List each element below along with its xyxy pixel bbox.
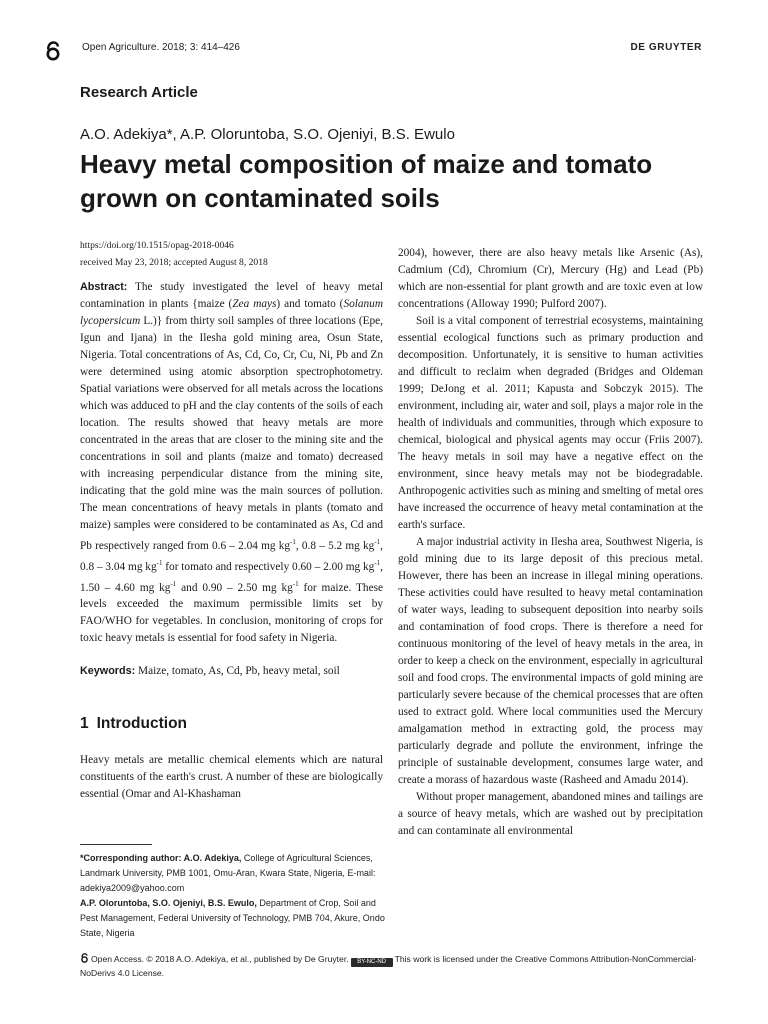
article-title: Heavy metal composition of maize and tomato grown on contaminated soils xyxy=(80,149,653,213)
abstract-text: for tomato and respectively 0.60 – 2.00 mg kg xyxy=(162,560,375,573)
footnote-divider xyxy=(80,844,152,845)
cc-license-badge-icon[interactable]: BY-NC-ND xyxy=(351,958,393,967)
section-heading-introduction xyxy=(80,714,383,734)
corresponding-author-label: *Corresponding author: A.O. Adekiya, xyxy=(80,853,242,863)
doi-link[interactable]: https://doi.org/10.1515/opag-2018-0046 xyxy=(80,240,234,251)
corresponding-author-affiliation: College of Agricultural Sciences, Landmark University, PMB 1001, Omu-Aran, Kwara State, Nigeria, E-mail: adekiya2009@yahoo.com xyxy=(80,853,376,893)
right-column xyxy=(398,245,703,840)
abstract xyxy=(80,279,383,647)
license-text: Open Access. © 2018 A.O. Adekiya, et al., published by De Gruyter. xyxy=(91,954,349,964)
keywords-text: Maize, tomato, As, Cd, Pb, heavy metal, soil xyxy=(135,665,340,678)
unit-superscript: -1 xyxy=(292,579,299,588)
unit-superscript: -1 xyxy=(290,538,296,546)
intro-paragraph: Heavy metals are metallic chemical elements which are natural constituents of the earth's crust. A number of these are biologically essential (Omar and Al-Khashaman xyxy=(80,754,383,801)
unit-superscript: -1 xyxy=(170,579,177,588)
abstract-text: L.)} from thirty soil samples of three locations (Epe, Igun and Ijana) in the Ilesha gold mining area, Osun State, Nigeria. Total concentrations of As, Cd, Co, Cr, Cu, Ni, Pb and Zn were determined using atomic absorption spectrophotometry. Spatial variations were observed for all metals across the locations which was adduced to pH and the clay contents of the soils of each location. The results showed that heavy metals are more concentrated in the areas that are closer to the mining site and the concentrations in soil and plants (maize and tomato) decreased with increasing perpendicular distance from the mining site, indicating that the gold mine was the main sources of pollution. The mean concentrations of heavy metals in plants (tomato and maize) samples were considered to be contaminated as As, Cd and Pb respectively ranged from 0.6 – 2.04 mg kg xyxy=(80,315,383,552)
section-number: 1 xyxy=(80,715,89,733)
body-paragraph: Soil is a vital component of terrestrial ecosystems, maintaining essential ecological functions such as primary production and decomposition. Unfortunately, it is sensitive to human activities and difficult to reclaim when degraded (Bridges and Oldeman 1999; DeJong et al. 2011; Kapusta and Sobczyk 2015). The environment, including air, water and soil, plays a major role in the health of individuals and communities, through which exposure to chemical, biological and physical agents may occur (Friis 2007). The heavy metals in soil may have a negative effect on the environment, since heavy metals may not be biodegradable. Anthropogenic activities such as mining and smelting of metal ores have increased the occurrence of heavy metal contamination at the earth's surface. xyxy=(398,315,703,531)
body-paragraph: Without proper management, abandoned mines and tailings are a source of heavy metals, which are washed out by precipitation and can contaminate all environmental xyxy=(398,791,703,837)
unit-superscript: -1 xyxy=(374,558,381,567)
abstract-text: , 0.8 – 5.2 mg kg xyxy=(295,539,375,552)
article-type: Research Article xyxy=(80,84,198,101)
abstract-text: for maize. These levels exceeded the maximum permissible limits set by FAO/WHO for vegetables. In conclusion, monitoring of crops for toxic heavy metals is essential for food safety in Nigeria. xyxy=(80,581,383,645)
open-access-icon xyxy=(44,41,62,61)
publisher-name: DE GRUYTER xyxy=(630,42,702,53)
section-title: Introduction xyxy=(96,715,188,733)
abstract-text: , 1.50 – 4.60 mg kg xyxy=(80,560,383,594)
left-column xyxy=(80,237,383,803)
author-list: A.O. Adekiya*, A.P. Oloruntoba, S.O. Ojeniyi, B.S. Ewulo xyxy=(80,126,455,143)
coauthors-affiliation: Department of Crop, Soil and Pest Management, Federal University of Technology, PMB 704, Akure, Ondo State, Nigeria xyxy=(80,898,385,938)
open-access-icon xyxy=(80,953,89,963)
body-paragraph: 2004), however, there are also heavy metals like Arsenic (As), Cadmium (Cd), Chromium (Cr), Mercury (Hg) and Lead (Pb) which are non-essential for plant growth and are toxic even at low concentrations (Alloway 1990; Pulford 2007). xyxy=(398,247,703,310)
keywords xyxy=(80,663,383,680)
unit-superscript: -1 xyxy=(374,538,381,546)
species-tomato: Solanum lycopersicum xyxy=(80,298,383,327)
abstract-text: and 0.90 – 2.50 mg kg xyxy=(176,581,293,594)
abstract-text: The study investigated the level of heavy metal contamination in plants {maize ( xyxy=(80,281,383,310)
coauthors-label: A.P. Oloruntoba, S.O. Ojeniyi, B.S. Ewulo, xyxy=(80,898,257,908)
abstract-text: ) and tomato ( xyxy=(276,298,344,310)
body-paragraph: A major industrial activity in Ilesha area, Southwest Nigeria, is gold mining due to its large deposit of this precious metal. However, there has been an increase in illegal mining operations. These activities could have resulted to heavy metal contamination of water ways, leading to subsequent deposition into nearby soils and contamination of food crops. There is therefore a need for continuous monitoring of the level of heavy metals in the area, in order to keep a check on the environment, especially in agricultural soil and food crops. The environmental impacts of gold mining are particularly severe because of the chemical processes that are often used to extract gold. Where local communities used the Mercury amalgamation method in extracting gold, the process may particularly degrade and pollute the environment, infringe the principle of sustainable development, consumes large water, and create a morass of hazardous waste (Rasheed and Amadu 2014). xyxy=(398,536,703,786)
received-date: received May 23, 2018; accepted August 8, 2018 xyxy=(80,257,268,268)
license-notice xyxy=(80,953,702,980)
license-text: This work is licensed under the Creative Commons Attribution-NonCommercial-NoDerivs 4.0 License. xyxy=(80,954,697,978)
abstract-label: Abstract: xyxy=(80,281,128,293)
keywords-label: Keywords: xyxy=(80,665,136,678)
journal-reference: Open Agriculture. 2018; 3: 414–426 xyxy=(82,42,240,53)
species-maize: Zea mays xyxy=(232,298,277,310)
author-footnote xyxy=(80,851,385,941)
abstract-text: , 0.8 – 3.04 mg kg xyxy=(80,539,383,573)
unit-superscript: -1 xyxy=(156,558,163,567)
